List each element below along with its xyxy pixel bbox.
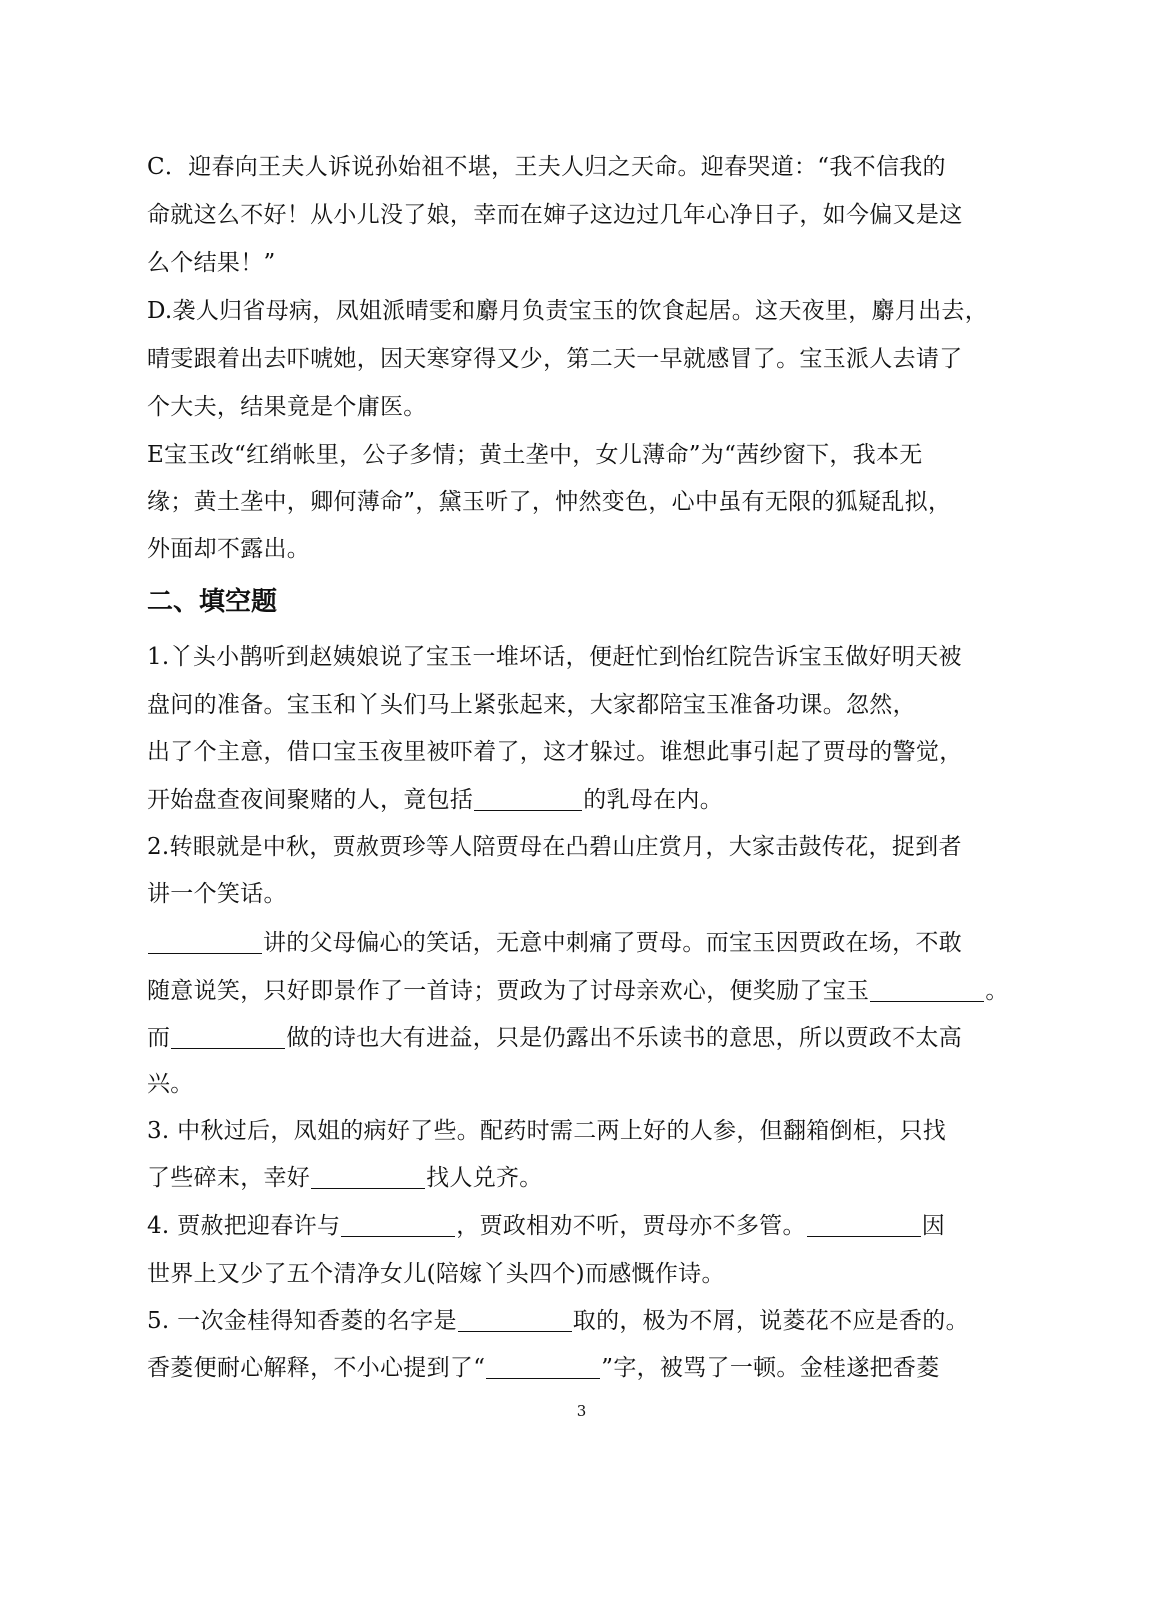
q1-text-b: 的乳母在内。 (583, 787, 724, 813)
q2-line-3 (147, 927, 1027, 959)
q4-line-1 (147, 1210, 1027, 1242)
q2-line-2: 讲一个笑话。 (147, 881, 287, 907)
q2-text-4b: 。 (985, 978, 1009, 1004)
q2-line-1: 2.转眼就是中秋，贾赦贾珍等人陪贾母在凸碧山庄赏月，大家击鼓传花，捉到者 (147, 834, 962, 860)
q5-text-1b: 取的，极为不屑，说菱花不应是香的。 (572, 1308, 969, 1334)
q2-line-6: 兴。 (147, 1071, 194, 1097)
option-d-line-2: 晴雯跟着出去吓唬她，因天寒穿得又少，第二天一早就感冒了。宝玉派人去请了 (147, 346, 963, 372)
option-c-line-1: C．迎春向王夫人诉说孙始祖不堪，王夫人归之天命。迎春哭道：“我不信我的 (147, 154, 946, 180)
section-heading: 二、填空题 (147, 587, 278, 617)
q4-answer-blank-1[interactable] (341, 1212, 455, 1237)
page-number: 3 (576, 1402, 587, 1420)
option-e-line-2: 缘；黄土垄中，卿何薄命”，黛玉听了，忡然变色，心中虽有无限的狐疑乱拟， (147, 489, 952, 515)
q3-line-2 (147, 1162, 1027, 1194)
q2-answer-blank-1[interactable] (148, 929, 262, 954)
q2-answer-blank-3[interactable] (171, 1024, 285, 1049)
option-e-line-3: 外面却不露出。 (147, 536, 311, 562)
q4-line-2: 世界上又少了五个清净女儿(陪嫁丫头四个)而感慨作诗。 (147, 1261, 725, 1287)
q5-answer-blank-1[interactable] (458, 1307, 572, 1332)
q2-text-5b: 做的诗也大有进益，只是仍露出不乐读书的意思，所以贾政不太高 (286, 1025, 963, 1051)
q4-answer-blank-2[interactable] (807, 1212, 921, 1237)
q2-text-4a: 随意说笑，只好即景作了一首诗；贾政为了讨母亲欢心，便奖励了宝玉 (147, 978, 870, 1004)
option-c-line-3: 么个结果！” (147, 250, 276, 276)
q5-text-2b: ”字，被骂了一顿。金桂遂把香菱 (601, 1355, 940, 1381)
q3-line-1: 3. 中秋过后，凤姐的病好了些。配药时需二两上好的人参，但翻箱倒柜，只找 (147, 1118, 947, 1144)
q5-text-2a: 香菱便耐心解释，不小心提到了“ (147, 1355, 486, 1381)
q1-line-3: 出了个主意，借口宝玉夜里被吓着了，这才躲过。谁想此事引起了贾母的警觉， (147, 739, 963, 765)
option-e-line-1: E宝玉改“红绡帐里，公子多情；黄土垄中，女儿薄命”为“茜纱窗下，我本无 (147, 442, 923, 468)
q1-text-a: 开始盘查夜间聚赌的人，竟包括 (147, 787, 474, 813)
q1-line-2: 盘问的准备。宝玉和丫头们马上紧张起来，大家都陪宝玉准备功课。忽然， (147, 692, 916, 718)
q4-text-1c: 因 (921, 1213, 946, 1239)
q1-line-4 (147, 784, 1027, 816)
q5-line-1 (147, 1305, 1027, 1337)
q5-line-2 (147, 1352, 1027, 1384)
q2-text-5a: 而 (147, 1025, 171, 1051)
q1-line-1: 1.丫头小鹊听到赵姨娘说了宝玉一堆坏话，便赶忙到怡红院告诉宝玉做好明天被 (147, 644, 962, 670)
q5-answer-blank-2[interactable] (486, 1354, 600, 1379)
q2-line-5 (147, 1022, 1027, 1054)
q3-answer-blank[interactable] (311, 1164, 425, 1189)
option-d-line-3: 个大夫，结果竟是个庸医。 (147, 394, 427, 420)
q3-text-2b: 找人兑齐。 (426, 1165, 543, 1191)
q4-text-1a: 4. 贾赦把迎春许与 (147, 1213, 341, 1239)
q2-text-3: 讲的父母偏心的笑话，无意中刺痛了贾母。而宝玉因贾政在场，不敢 (263, 930, 962, 956)
option-d-line-1: D.袭人归省母病，凤姐派晴雯和麝月负责宝玉的饮食起居。这天夜里，麝月出去， (147, 298, 989, 324)
q5-text-1a: 5. 一次金桂得知香菱的名字是 (147, 1308, 457, 1334)
q2-answer-blank-2[interactable] (870, 977, 984, 1002)
q4-text-1b: ，贾政相劝不听，贾母亦不多管。 (456, 1213, 806, 1239)
q2-line-4 (147, 975, 1027, 1007)
q3-text-2a: 了些碎末，幸好 (147, 1165, 311, 1191)
option-c-line-2: 命就这么不好！从小儿没了娘，幸而在婶子这边过几年心净日子，如今偏又是这 (147, 202, 963, 228)
q1-answer-blank[interactable] (474, 786, 582, 811)
